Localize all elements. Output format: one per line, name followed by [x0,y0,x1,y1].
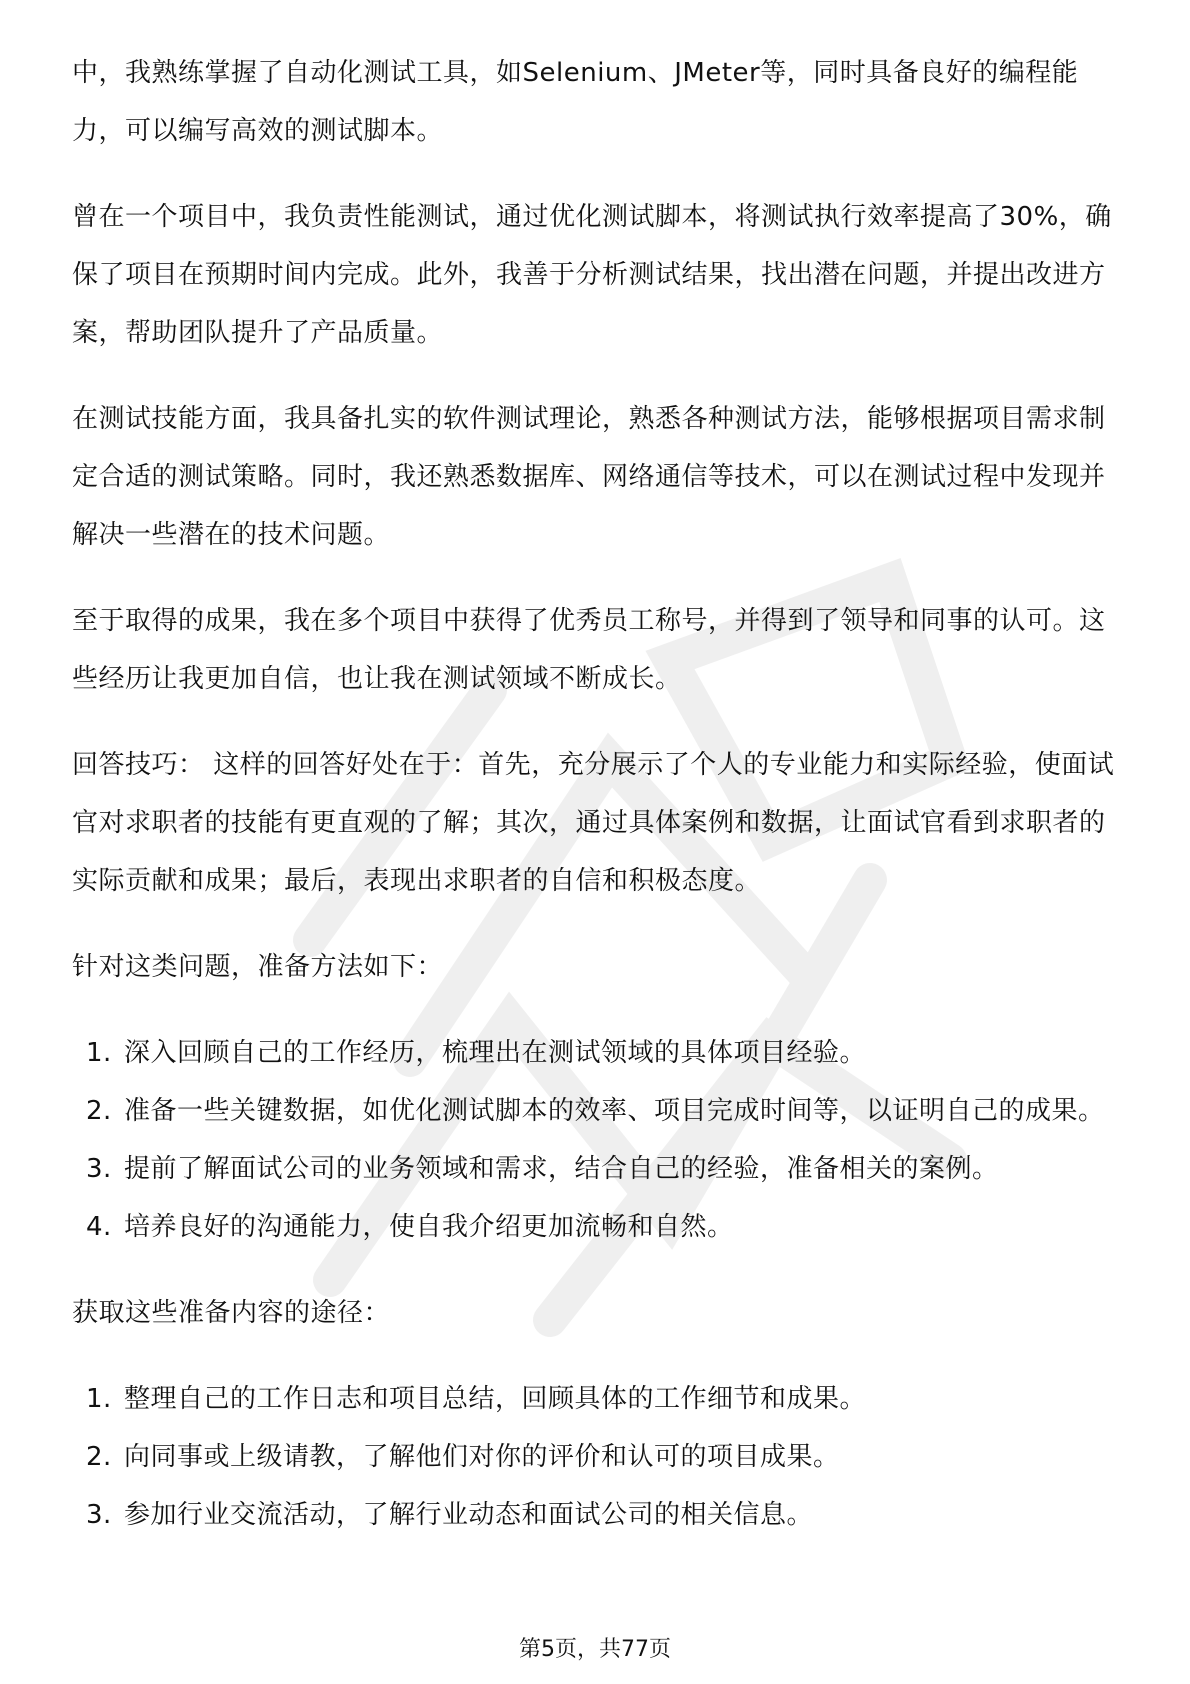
page-footer: 第5页，共77页 [519,1637,671,1662]
paragraph-answer-tips: 回答技巧： 这样的回答好处在于：首先，充分展示了个人的专业能力和实际经验，使面试官对求职者的技能有更直观的了解；其次，通过具体案例和数据，让面试官看到求职者的实际贡献和成果；最后，表现出求职者的自信和积极态度。 [72,750,1115,896]
list-number: 2. [86,1442,112,1472]
prep-method-list [72,1024,1122,1256]
list-item-text: 深入回顾自己的工作经历，梳理出在测试领域的具体项目经验。 [124,1038,867,1068]
list-item [72,1370,1122,1428]
list-item [72,1486,1122,1544]
list-item-text: 提前了解面试公司的业务领域和需求，结合自己的经验，准备相关的案例。 [124,1154,999,1184]
list-number: 1. [86,1384,112,1414]
list-item-text: 培养良好的沟通能力，使自我介绍更加流畅和自然。 [124,1212,734,1242]
document-body [72,44,1122,1572]
list-item-text: 参加行业交流活动，了解行业动态和面试公司的相关信息。 [124,1500,814,1530]
list-number: 1. [86,1038,112,1068]
list-number: 2. [86,1096,112,1126]
list-number: 3. [86,1154,112,1184]
paragraph-testing-skills: 在测试技能方面，我具备扎实的软件测试理论，熟悉各种测试方法，能够根据项目需求制定合适的测试策略。同时，我还熟悉数据库、网络通信等技术，可以在测试过程中发现并解决一些潜在的技术问题。 [72,404,1106,550]
list-number: 4. [86,1212,112,1242]
paragraph-prep-heading: 针对这类问题，准备方法如下： [72,952,444,982]
list-item-text: 整理自己的工作日志和项目总结，回顾具体的工作细节和成果。 [124,1384,867,1414]
paragraph-achievements: 至于取得的成果，我在多个项目中获得了优秀员工称号，并得到了领导和同事的认可。这些经历让我更加自信，也让我在测试领域不断成长。 [72,606,1106,694]
list-item [72,1140,1122,1198]
paragraph-skills-intro: 中，我熟练掌握了自动化测试工具，如Selenium、JMeter等，同时具备良好的编程能力，可以编写高效的测试脚本。 [72,58,1079,146]
list-item-text: 准备一些关键数据，如优化测试脚本的效率、项目完成时间等，以证明自己的成果。 [124,1096,1105,1126]
paragraph-project-experience: 曾在一个项目中，我负责性能测试，通过优化测试脚本，将测试执行效率提高了30%，确保了项目在预期时间内完成。此外，我善于分析测试结果，找出潜在问题，并提出改进方案，帮助团队提升了产品质量。 [72,202,1112,348]
list-item [72,1198,1122,1256]
list-number: 3. [86,1500,112,1530]
list-item [72,1428,1122,1486]
list-item-text: 向同事或上级请教，了解他们对你的评价和认可的项目成果。 [124,1442,840,1472]
paragraph-ways-heading: 获取这些准备内容的途径： [72,1298,391,1328]
ways-list [72,1370,1122,1544]
list-item [72,1024,1122,1082]
list-item [72,1082,1122,1140]
